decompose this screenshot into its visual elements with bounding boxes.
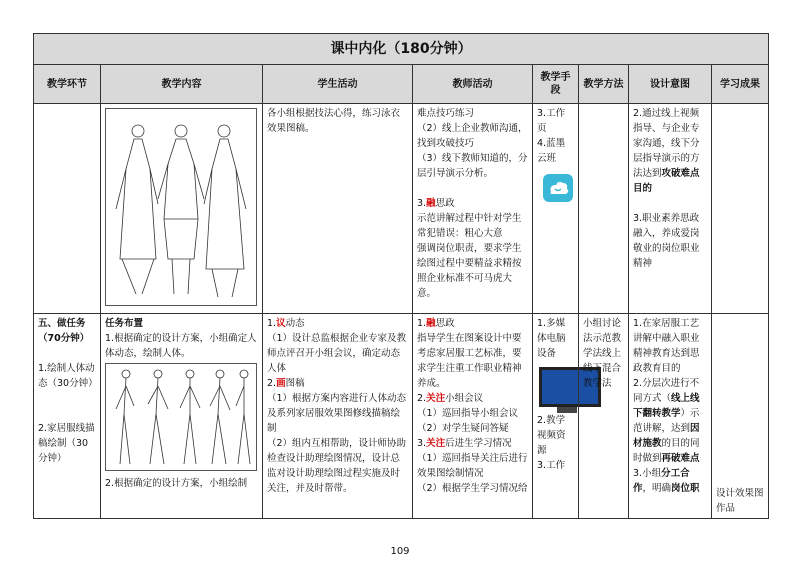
text-line: 3.职业素养思政融入，养成爱岗敬业的岗位职业精神 [633, 213, 700, 269]
header-row [34, 65, 769, 104]
header-cell: 教学环节 [34, 65, 101, 104]
content-heading: 任务布置 [105, 318, 144, 329]
text-line: （2）对学生疑问答疑 [417, 423, 509, 434]
text-line: 2.画图稿 [267, 378, 305, 389]
content-cell [101, 104, 263, 314]
text-line: 2.根据确定的设计方案，小组绘制 [105, 478, 248, 489]
spacer-line [38, 406, 96, 421]
cloud-class-app-icon [543, 174, 573, 202]
text-line: （2）组内互相帮助，设计师协助检查设计助理绘图情况，设计总监对设计助理绘图过程实施及时关注，并及时帮带。 [267, 438, 407, 494]
stage-item: 1.绘制人体动态（30分钟） [38, 363, 98, 389]
text-line: 示范讲解过程中针对学生常犯错误：粗心大意 [417, 213, 522, 239]
stage-title: 五、做任务（70分钟） [38, 318, 90, 344]
stage-cell [34, 104, 101, 314]
text-line: （2）线上企业教师沟通，找到攻破技巧 [417, 123, 528, 149]
text-line: 1.多媒体电脑设备 [537, 318, 566, 359]
header-cell: 教学内容 [101, 65, 263, 104]
dress-sketch-image [105, 108, 257, 306]
text-line: （1）巡回指导小组会议 [417, 408, 519, 419]
spacer-line [38, 391, 96, 406]
header-cell: 教学方法 [579, 65, 629, 104]
text-line: 1.在家居服工艺讲解中融入职业精神教育达到思政教育目的 [633, 318, 700, 374]
spacer-line [633, 196, 707, 211]
header-cell: 学生活动 [263, 65, 413, 104]
outcome-cell [712, 104, 769, 314]
text-line: （3）线下教师知道的，分层引导演示分析。 [417, 153, 528, 179]
intent-cell [629, 104, 712, 314]
page-number: 109 [390, 546, 410, 557]
header-cell: 学习成果 [712, 65, 769, 104]
student-activity-cell [263, 314, 413, 519]
text-line: 3.融思政 [417, 198, 455, 209]
outcome-cell [712, 314, 769, 519]
stage-item: 2.家居服线描稿绘制（30分钟） [38, 423, 95, 464]
text-line: 3.工作页 [537, 108, 566, 134]
intent-cell [629, 314, 712, 519]
lesson-plan-table [33, 33, 769, 519]
header-cell: 设计意图 [629, 65, 712, 104]
text-line: （1）巡回指导关注后进行效果图绘制情况 [417, 453, 528, 479]
text-line: 3.工作 [537, 460, 566, 471]
text-line: 4.蓝墨云班 [537, 138, 566, 164]
spacer-line [38, 346, 96, 361]
text-line: 强调岗位职责，要求学生绘图过程中要精益求精按照企业标准不可马虎大意。 [417, 243, 522, 299]
text-line: 指导学生在图案设计中要考虑家居服工艺标准，要求学生注重工作职业精神养成。 [417, 333, 522, 389]
text-line: 1.根据确定的设计方案，小组确定人体动态，绘制人体。 [105, 333, 257, 359]
means-cell [533, 104, 579, 314]
teacher-activity-cell [413, 104, 533, 314]
table-row [34, 104, 769, 314]
text-line: 设计效果图作品 [716, 488, 764, 514]
text-line: 3.小组分工合作，明确岗位职 [633, 468, 700, 494]
text-line: 2.教学视频资源 [537, 415, 566, 456]
table-row [34, 314, 769, 519]
method-cell: 小组讨论法示范教学法线上线下混合教学法 [579, 314, 629, 519]
text-line: 1.融思政 [417, 318, 455, 329]
header-cell: 教师活动 [413, 65, 533, 104]
text-line: （2）根据学生学习情况给 [417, 483, 528, 494]
monitor-icon [537, 367, 574, 413]
stage-cell [34, 314, 101, 519]
content-cell [101, 314, 263, 519]
student-activity-cell: 各小组根据技法心得，练习泳衣效果图稿。 [263, 104, 413, 314]
text-line: 难点技巧练习 [417, 108, 475, 119]
text-line: 2.通过线上视频指导、与企业专家沟通，线下分层指导演示的方法达到攻破难点目的 [633, 108, 700, 194]
text-line: （1）根据方案内容进行人体动态及系列家居服效果图修线描稿绘制 [267, 393, 407, 434]
header-cell: 教学手段 [533, 65, 579, 104]
text-line: （1）设计总监根据企业专家及教师点评召开小组会议，确定动态人体 [267, 333, 407, 374]
section-title: 课中内化（180分钟） [34, 34, 769, 65]
teacher-activity-cell [413, 314, 533, 519]
means-cell [533, 314, 579, 519]
spacer-line [417, 181, 528, 196]
text-line: 3.关注后进生学习情况 [417, 438, 512, 449]
text-line: 2.关注小组会议 [417, 393, 484, 404]
figure-sketch-image [105, 363, 257, 471]
text-line: 1.议动态 [267, 318, 305, 329]
method-cell [579, 104, 629, 314]
text-line: 2.分层次进行不同方式（线上线下翻转教学）示范讲解，达到因材施教的目的同时做到再破难点 [633, 378, 700, 464]
